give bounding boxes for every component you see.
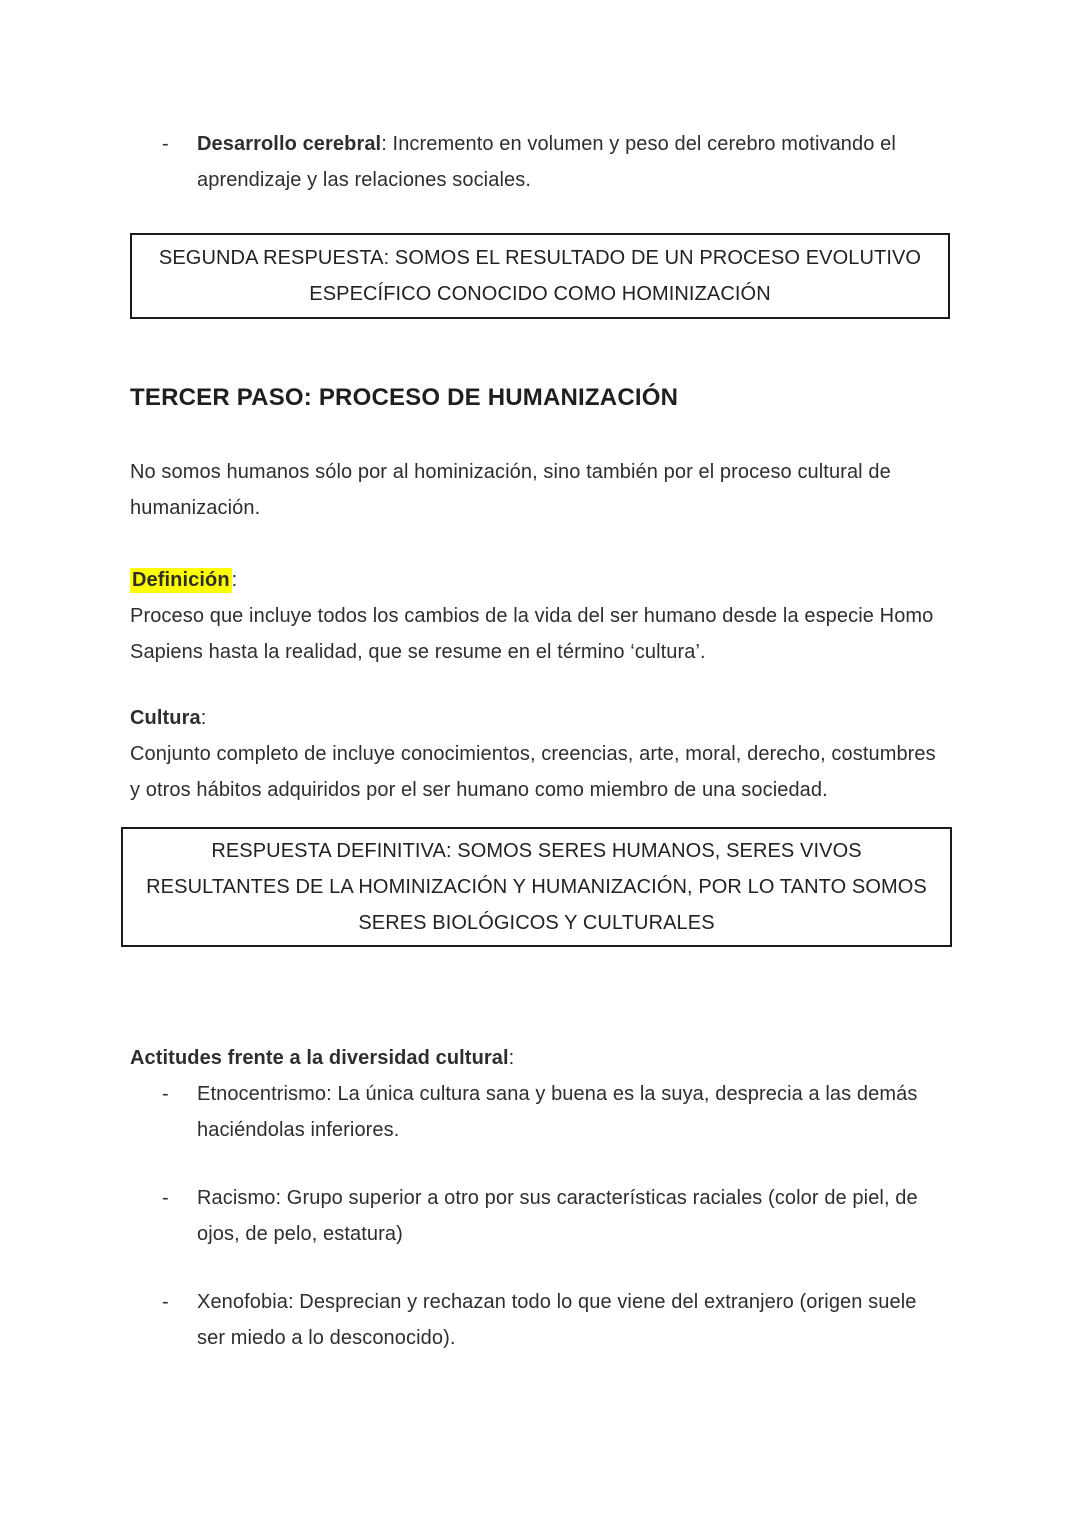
list-item-text: Etnocentrismo: La única cultura sana y buena es la suya, desprecia a las demás haciéndolas inferiores. bbox=[197, 1083, 918, 1141]
term-description: Incremento en volumen y peso del cerebro motivando el aprendizaje y las relaciones sociales. bbox=[197, 133, 896, 191]
section-heading-tercer-paso: TERCER PASO: PROCESO DE HUMANIZACIÓN bbox=[130, 384, 679, 411]
dash-bullet: - bbox=[162, 133, 169, 155]
actitudes-colon: : bbox=[508, 1047, 515, 1069]
actitudes-label-line bbox=[130, 1040, 950, 1076]
cultura-paragraph: Conjunto completo de incluye conocimientos, creencias, arte, moral, derecho, costumbres y otros hábitos adquiridos por el ser humano como miembro de una sociedad. bbox=[130, 743, 936, 801]
dash-bullet: - bbox=[162, 1187, 169, 1209]
dash-bullet: - bbox=[162, 1291, 169, 1313]
cultura-label-line bbox=[130, 700, 950, 736]
definicion-colon: : bbox=[231, 569, 238, 591]
term-colon: : bbox=[381, 133, 393, 155]
boxed-statement-segunda-respuesta bbox=[130, 233, 950, 319]
list-item-desarrollo-cerebral bbox=[130, 126, 950, 198]
actitudes-label: Actitudes frente a la diversidad cultural bbox=[130, 1047, 509, 1069]
definicion-highlighted-label: Definición bbox=[132, 569, 230, 591]
actitudes-bullet-list bbox=[130, 1076, 950, 1356]
section-intro-paragraph: No somos humanos sólo por al hominización, sino también por el proceso cultural de humanización. bbox=[130, 461, 891, 519]
boxed-statement-text: RESPUESTA DEFINITIVA: SOMOS SERES HUMANOS, SERES VIVOS RESULTANTES DE LA HOMINIZACIÓN Y HUMANIZACIÓN, POR LO TANTO SOMOS SERES BIOLÓGICOS Y CULTURALES bbox=[146, 840, 927, 934]
dash-bullet: - bbox=[162, 1083, 169, 1105]
list-item-text: Xenofobia: Desprecian y rechazan todo lo que viene del extranjero (origen suele ser miedo a lo desconocido). bbox=[197, 1291, 917, 1349]
intro-bullet-list bbox=[130, 126, 950, 198]
list-item-racismo bbox=[130, 1180, 950, 1252]
list-item-text bbox=[197, 133, 896, 191]
list-item-xenofobia bbox=[130, 1284, 950, 1356]
cultura-label: Cultura bbox=[130, 707, 201, 729]
boxed-statement-respuesta-definitiva bbox=[121, 827, 952, 947]
boxed-statement-text: SEGUNDA RESPUESTA: SOMOS EL RESULTADO DE UN PROCESO EVOLUTIVO ESPECÍFICO CONOCIDO COMO HOMINIZACIÓN bbox=[158, 247, 922, 305]
list-item-text: Racismo: Grupo superior a otro por sus características raciales (color de piel, de ojos, de pelo, estatura) bbox=[197, 1187, 918, 1245]
term-desarrollo-cerebral: Desarrollo cerebral bbox=[197, 133, 382, 155]
list-item-etnocentrismo bbox=[130, 1076, 950, 1148]
definicion-label-line bbox=[130, 562, 950, 598]
definicion-paragraph: Proceso que incluye todos los cambios de la vida del ser humano desde la especie Homo Sapiens hasta la realidad, que se resume en el término ‘cultura’. bbox=[130, 605, 934, 663]
cultura-colon: : bbox=[200, 707, 207, 729]
